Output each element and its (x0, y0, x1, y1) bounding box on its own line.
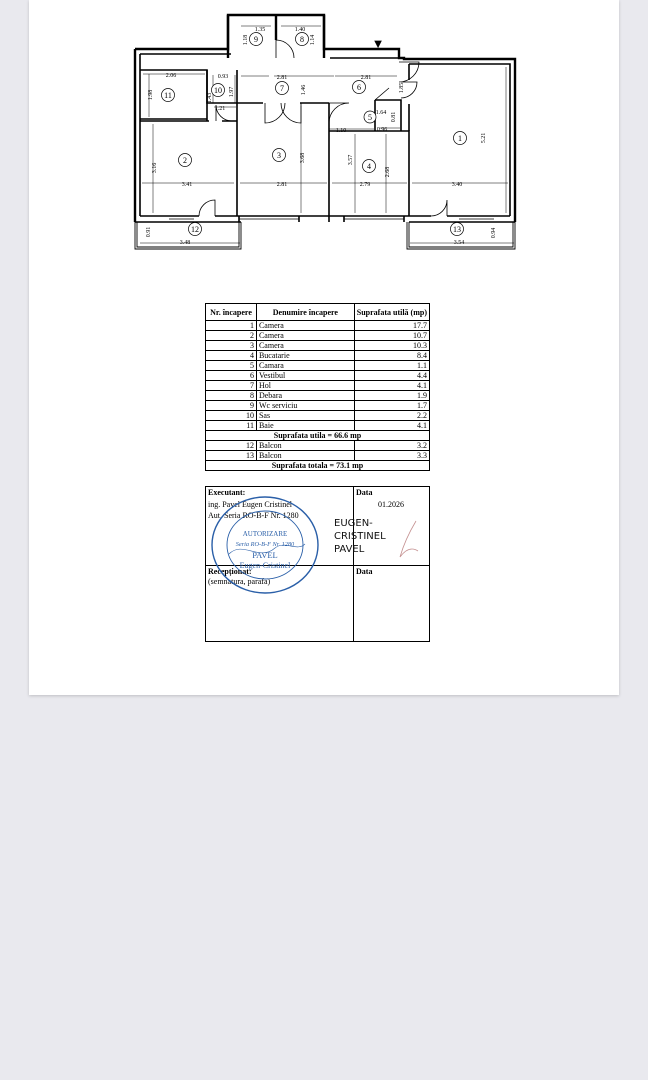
room-area: 4.1 (354, 421, 429, 431)
dimension-label: 1.43 (207, 92, 213, 104)
room-number: 7 (280, 84, 284, 93)
room-number: 1 (458, 134, 462, 143)
dimension-label: 3.57 (348, 154, 354, 166)
room-nr: 9 (206, 401, 257, 411)
stamp-name-line2: Eugen-Cristinel (239, 561, 291, 570)
room-area: 1.1 (354, 361, 429, 371)
dimension-label: 1.98 (148, 89, 154, 101)
room-nr: 7 (206, 381, 257, 391)
column-header: Suprafata utilă (mp) (354, 304, 429, 321)
dimension-label: 3.54 (453, 240, 465, 246)
table-row (206, 351, 430, 361)
grand-total-row (206, 461, 430, 471)
room-area: 3.3 (354, 451, 429, 461)
room-area: 2.2 (354, 411, 429, 421)
room-area: 3.2 (354, 441, 429, 451)
dimension-label: 2.81 (276, 182, 288, 188)
table-row (206, 421, 430, 431)
room-area: 1.7 (354, 401, 429, 411)
dimension-label: 1.21 (214, 106, 226, 112)
dimension-label: 2.68 (385, 166, 391, 178)
room-number: 3 (277, 151, 281, 160)
room-area: 17.7 (354, 321, 429, 331)
room-name: Bucatarie (256, 351, 354, 361)
room-name: Camera (256, 331, 354, 341)
authorization-number: Aut. Seria RO-B-F Nr. 1280 (208, 511, 299, 520)
column-header: Nr. încapere (206, 304, 257, 321)
room-nr: 6 (206, 371, 257, 381)
room-nr: 5 (206, 361, 257, 371)
stamp-series-text: Seria RO-B-F Nr. 1280 (235, 541, 295, 548)
dimension-label: 0.81 (391, 111, 397, 123)
room-nr: 8 (206, 391, 257, 401)
room-number: 2 (183, 156, 187, 165)
room-number: 5 (368, 113, 372, 122)
dimension-label: 2.06 (165, 73, 177, 79)
room-number: 6 (357, 83, 361, 92)
table-row (206, 401, 430, 411)
room-number: 4 (367, 162, 371, 171)
dimension-label: 1.35 (254, 27, 266, 33)
digital-signature-name: EUGEN- CRISTINEL PAVEL (334, 518, 386, 555)
floor-plan (29, 0, 619, 270)
table-row (206, 371, 430, 381)
table-row (206, 341, 430, 351)
dimension-label: 5.21 (481, 132, 487, 144)
table-row (206, 381, 430, 391)
table-row (206, 361, 430, 371)
room-number: 10 (214, 86, 222, 95)
dimension-label: 1.85 (399, 82, 405, 94)
room-nr: 10 (206, 411, 257, 421)
room-name: Baie (256, 421, 354, 431)
room-number: 9 (254, 35, 258, 44)
room-number: 13 (453, 225, 461, 234)
executant-name: ing. Pavel Eugen Cristinel (208, 500, 292, 509)
room-name: Balcon (256, 441, 354, 451)
table-row (206, 451, 430, 461)
signature-block (205, 486, 430, 642)
room-area: 10.3 (354, 341, 429, 351)
column-header: Denumire încapere (256, 304, 354, 321)
document-date: 01.2026 (378, 500, 404, 509)
authorization-stamp (209, 494, 321, 596)
dimension-label: 1.18 (243, 34, 249, 46)
dimension-label: 0.91 (146, 226, 152, 238)
dimension-label: 2.79 (359, 182, 371, 188)
handwritten-signature-mark (394, 517, 424, 563)
room-area: 10.7 (354, 331, 429, 341)
dimension-label: 2.81 (276, 75, 288, 81)
stamp-authorization-text: AUTORIZARE (242, 530, 288, 538)
dimension-label: 3.48 (179, 240, 191, 246)
room-nr: 11 (206, 421, 257, 431)
room-area: 8.4 (354, 351, 429, 361)
table-row (206, 321, 430, 331)
grand-total: Suprafata totala = 73.1 mp (206, 461, 430, 471)
room-nr: 3 (206, 341, 257, 351)
dimension-label: 1.40 (294, 27, 306, 33)
dimension-label: 3.16 (152, 162, 158, 174)
stamp-name-line1: PAVEL (252, 550, 278, 560)
room-name: Camara (256, 361, 354, 371)
room-name: Debara (256, 391, 354, 401)
room-name: Balcon (256, 451, 354, 461)
room-number: 11 (164, 91, 172, 100)
table-row (206, 411, 430, 421)
dimension-label: 0.93 (217, 74, 229, 80)
table-row (206, 441, 430, 451)
room-nr: 12 (206, 441, 257, 451)
dimension-label: 1.10 (335, 128, 347, 134)
dimension-label: 0.94 (491, 227, 497, 239)
room-number: 8 (300, 35, 304, 44)
document-page (29, 0, 619, 695)
room-nr: 13 (206, 451, 257, 461)
table-header-row (206, 304, 430, 321)
rooms-table (205, 303, 430, 471)
room-nr: 1 (206, 321, 257, 331)
dimension-label: 1.64 (375, 110, 387, 116)
room-name: Vestibul (256, 371, 354, 381)
room-number: 12 (191, 225, 199, 234)
room-name: Sas (256, 411, 354, 421)
room-name: Camera (256, 341, 354, 351)
table-row (206, 331, 430, 341)
room-name: Wc serviciu (256, 401, 354, 411)
room-name: Camera (256, 321, 354, 331)
usable-total-row (206, 431, 430, 441)
executant-label: Executant: (208, 488, 246, 497)
entrance-marker: ▼ (371, 36, 385, 51)
usable-total: Suprafata utila = 66.6 mp (206, 431, 430, 441)
table-row (206, 391, 430, 401)
room-area: 4.4 (354, 371, 429, 381)
room-area: 1.9 (354, 391, 429, 401)
dimension-label: 3.68 (300, 152, 306, 164)
dimension-label: 3.41 (181, 182, 193, 188)
dimension-label: 1.97 (229, 86, 235, 98)
dimension-label: 0.96 (376, 127, 388, 133)
dimension-label: 1.46 (301, 84, 307, 96)
room-nr: 4 (206, 351, 257, 361)
data-label: Data (356, 488, 373, 497)
room-name: Hol (256, 381, 354, 391)
room-nr: 2 (206, 331, 257, 341)
receptionat-data-label: Data (356, 567, 373, 576)
room-area: 4.1 (354, 381, 429, 391)
dimension-label: 1.14 (310, 34, 316, 46)
receptionat-label: Recepționat: (208, 567, 252, 576)
dimension-label: 3.40 (451, 182, 463, 188)
signature-hint: (semnatura, parafa) (208, 577, 271, 586)
dimension-label: 2.81 (360, 75, 372, 81)
